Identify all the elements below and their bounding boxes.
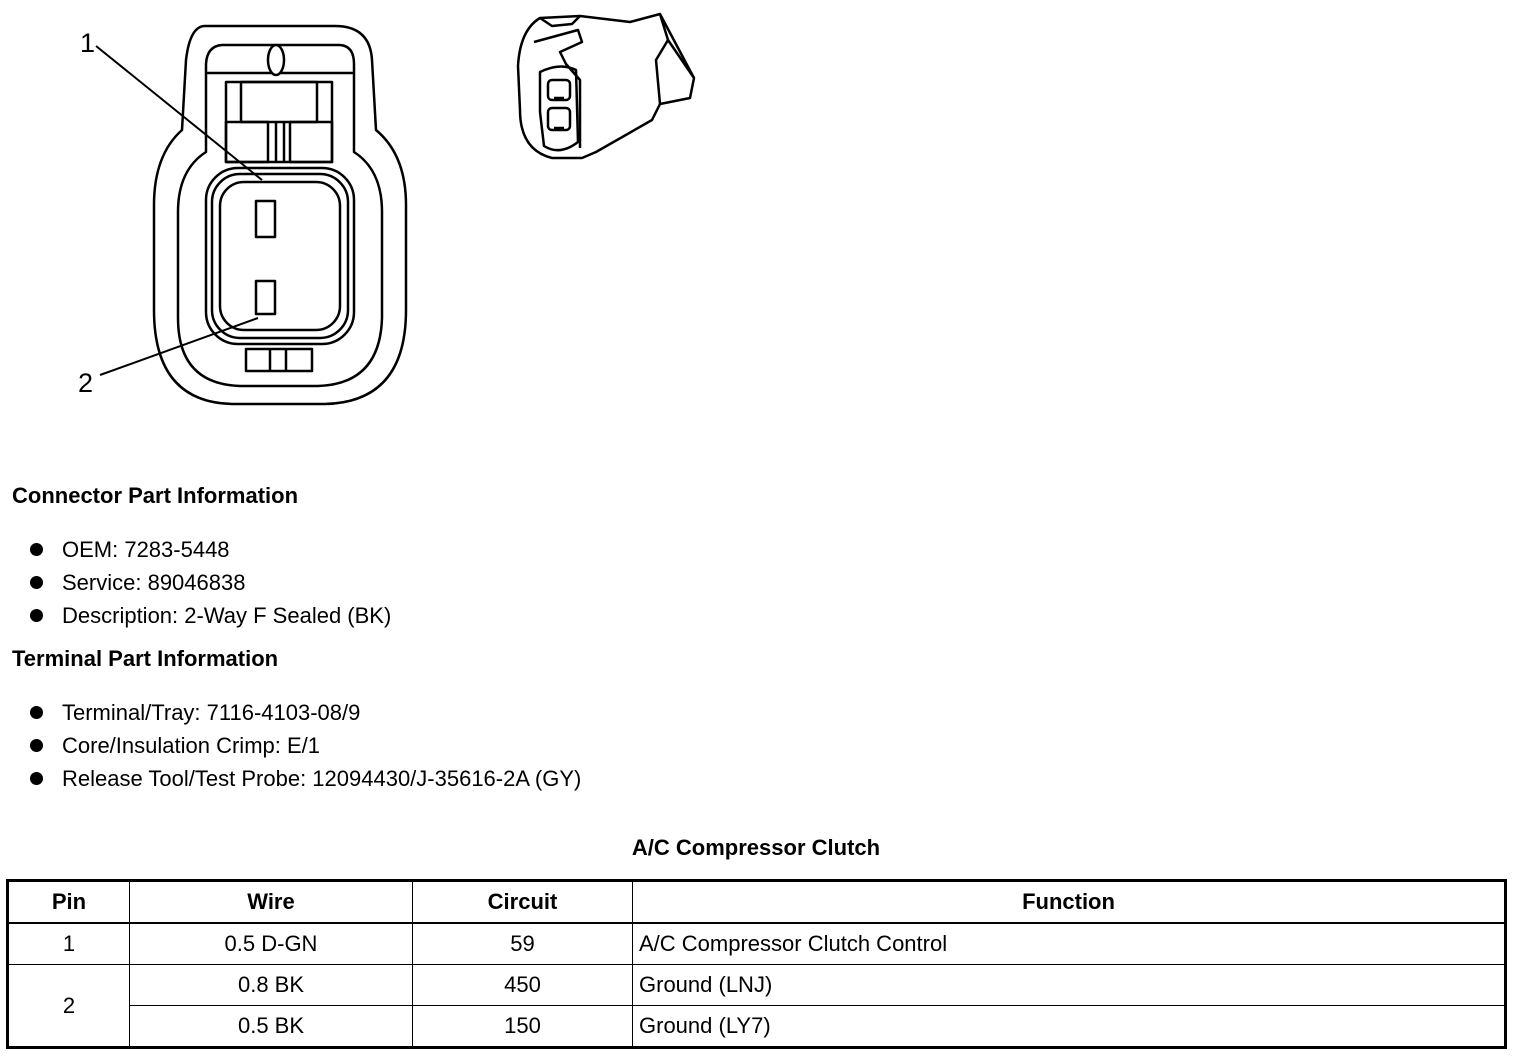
circuit-cell: 59 xyxy=(413,923,633,965)
table-row xyxy=(8,965,1506,1006)
function-cell: Ground (LNJ) xyxy=(633,965,1506,1006)
table-row xyxy=(8,923,1506,965)
function-cell: A/C Compressor Clutch Control xyxy=(633,923,1506,965)
seal-ring-outer xyxy=(206,168,354,344)
column-header-wire: Wire xyxy=(130,881,413,924)
list-item-text: Release Tool/Test Probe: 12094430/J-35616-2A (GY) xyxy=(62,766,582,791)
connector-isometric-view xyxy=(518,14,694,158)
seal-ring-inner xyxy=(220,182,340,330)
list-item xyxy=(30,762,581,795)
bullet-icon xyxy=(30,609,43,622)
cavity-2 xyxy=(256,281,275,314)
column-header-circuit: Circuit xyxy=(413,881,633,924)
cavity-1 xyxy=(256,201,275,237)
terminal-part-info-heading: Terminal Part Information xyxy=(12,646,279,671)
bottom-tab xyxy=(246,349,312,371)
callout-1-leader xyxy=(96,46,262,180)
table-header-row xyxy=(8,881,1506,924)
list-item xyxy=(30,533,391,566)
latch-inner xyxy=(241,82,317,122)
list-item xyxy=(30,729,581,762)
seal-ring-mid xyxy=(212,174,348,338)
bullet-icon xyxy=(30,739,43,752)
list-item-text: Service: 89046838 xyxy=(62,570,246,595)
pin-cell: 2 xyxy=(8,965,130,1048)
connector-part-info-heading: Connector Part Information xyxy=(12,483,299,508)
circuit-cell: 150 xyxy=(413,1006,633,1048)
table-row xyxy=(8,1006,1506,1048)
connector-diagram xyxy=(0,0,760,420)
callout-1-label: 1 xyxy=(80,28,96,58)
bullet-icon xyxy=(30,706,43,719)
pinout-table xyxy=(6,879,1507,1049)
bullet-icon xyxy=(30,543,43,556)
list-item xyxy=(30,566,391,599)
column-header-pin: Pin xyxy=(8,881,130,924)
wire-cell: 0.8 BK xyxy=(130,965,413,1006)
column-header-function: Function xyxy=(633,881,1506,924)
bullet-icon xyxy=(30,576,43,589)
list-item xyxy=(30,696,581,729)
list-item-text: Description: 2-Way F Sealed (BK) xyxy=(62,603,392,628)
terminal-part-info-list xyxy=(30,696,581,795)
bullet-icon xyxy=(30,772,43,785)
connector-part-info-list xyxy=(30,533,391,632)
list-item-text: OEM: 7283-5448 xyxy=(62,537,230,562)
pin-cell: 1 xyxy=(8,923,130,965)
function-cell: Ground (LY7) xyxy=(633,1006,1506,1048)
circuit-cell: 450 xyxy=(413,965,633,1006)
pinout-table-title: A/C Compressor Clutch xyxy=(631,835,881,860)
list-item xyxy=(30,599,391,632)
list-item-text: Core/Insulation Crimp: E/1 xyxy=(62,733,320,758)
wire-cell: 0.5 BK xyxy=(130,1006,413,1048)
list-item-text: Terminal/Tray: 7116-4103-08/9 xyxy=(62,700,361,725)
wire-cell: 0.5 D-GN xyxy=(130,923,413,965)
callout-2-label: 2 xyxy=(78,368,94,398)
top-oval xyxy=(268,45,284,75)
latch-right-block xyxy=(290,122,332,162)
